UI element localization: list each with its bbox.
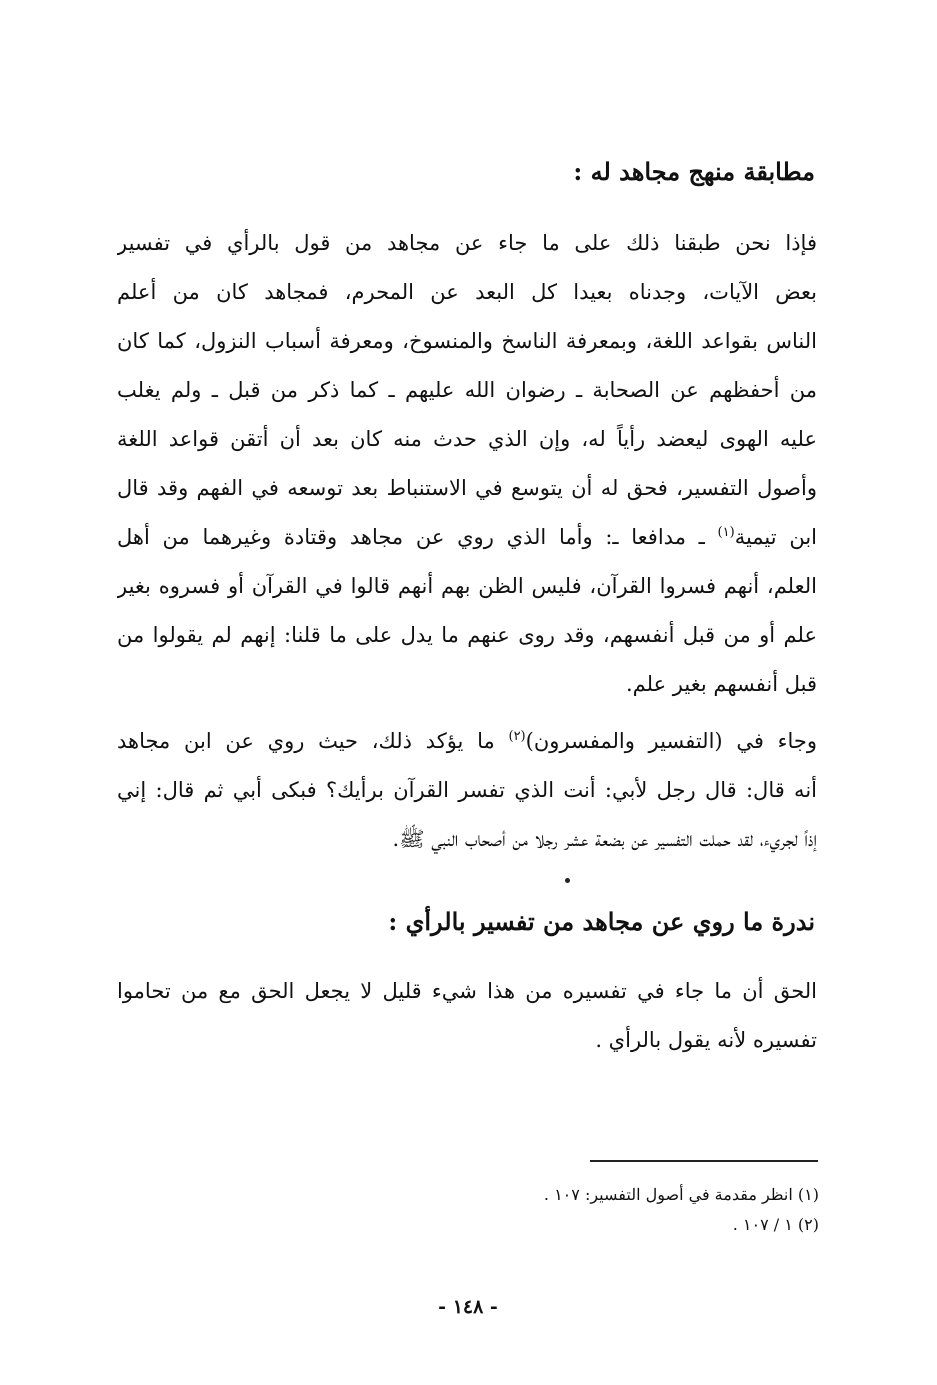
- text-line: بعض الآيات، وجدناه بعيدا كل البعد عن المحرم، فمجاهد كان من أعلم: [117, 280, 817, 304]
- footnote-divider: [590, 1160, 818, 1162]
- text-line: قبل أنفسهم بغير علم.: [625, 672, 817, 696]
- footnote-ref: (١): [717, 525, 735, 540]
- text-line: العلم، أنهم فسروا القرآن، فليس الظن بهم أنهم قالوا في القرآن أو فسروه بغير: [117, 574, 817, 598]
- text-segment: ابن تيمية: [734, 525, 817, 549]
- text-line: من أحفظهم عن الصحابة ـ رضوان الله عليهم ـ كما ذكر من قبل ـ ولم يغلب: [117, 378, 817, 402]
- text-segment: وجاء في (التفسير والمفسرون): [525, 729, 817, 753]
- footnote: (١) انظر مقدمة في أصول التفسير: ١٠٧ .: [543, 1185, 819, 1204]
- text-line: وأصول التفسير، فحق له أن يتوسع في الاستنباط بعد توسعه في الفهم وقد قال: [117, 476, 817, 500]
- text-line: [117, 520, 817, 560]
- section-heading: ندرة ما روي عن مجاهد من تفسير بالرأي :: [388, 907, 815, 936]
- text-line: أنه قال: قال رجل لأبي: أنت الذي تفسر القرآن برأيك؟ فبكى أبي ثم قال: إني: [117, 778, 817, 802]
- text-line: تفسيره لأنه يقول بالرأي .: [595, 1028, 817, 1052]
- text-line: الحق أن ما جاء في تفسيره من هذا شيء قليل لا يجعل الحق مع من تحاموا: [117, 979, 817, 1003]
- text-line: عليه الهوى ليعضد رأياً له، وإن الذي حدث منه كان بعد أن أتقن قواعد اللغة: [117, 427, 817, 451]
- footnote-ref: (٢): [508, 729, 526, 744]
- separator-dot: [565, 878, 570, 883]
- text-line: إذاً لجريء، لقد حملت التفسير عن بضعة عشر رجلا من أصحاب النبي ﷺ.: [392, 827, 817, 851]
- text-segment: ـ مدافعا ـ: وأما الذي روي عن مجاهد وقتادة وغيرهما من أهل: [117, 525, 718, 549]
- page-number: - ١٤٨ -: [438, 1296, 498, 1318]
- section-heading: مطابقة منهج مجاهد له :: [573, 157, 815, 186]
- text-line: الناس بقواعد اللغة، وبمعرفة الناسخ والمنسوخ، ومعرفة أسباب النزول، كما كان: [117, 329, 817, 353]
- text-segment: ما يؤكد ذلك، حيث روي عن ابن مجاهد: [117, 729, 509, 753]
- text-line: علم أو من قبل أنفسهم، وقد روى عنهم ما يدل على ما قلنا: إنهم لم يقولوا من: [117, 623, 817, 647]
- text-line: [117, 724, 817, 764]
- footnote: (٢) ١ / ١٠٧ .: [732, 1215, 819, 1234]
- text-line: فإذا نحن طبقنا ذلك على ما جاء عن مجاهد من قول بالرأي في تفسير: [117, 231, 817, 255]
